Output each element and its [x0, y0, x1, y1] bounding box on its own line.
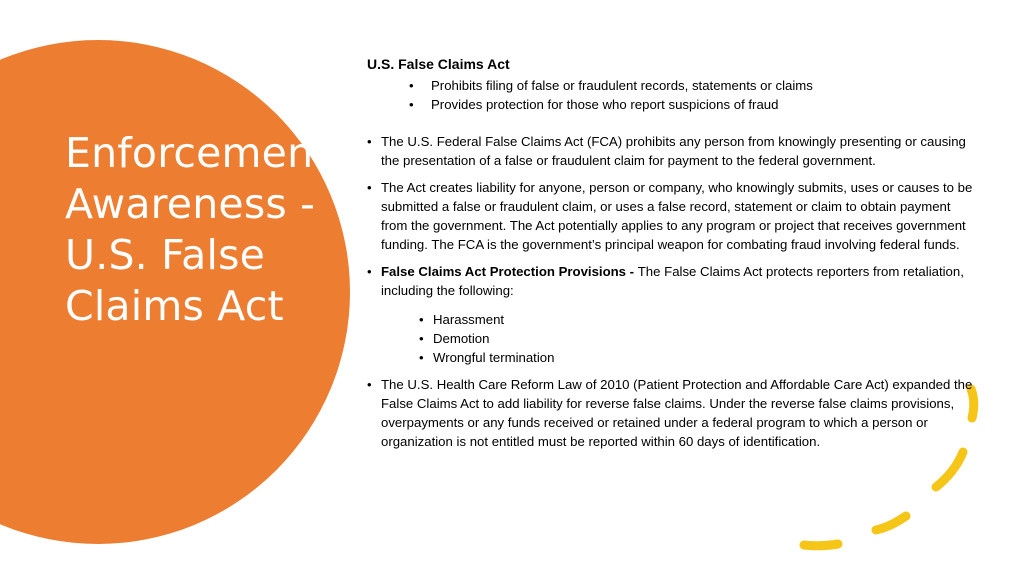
retaliation-item: • Harassment [419, 310, 977, 329]
section-heading: U.S. False Claims Act [367, 56, 510, 72]
bullet-fca-prohibits: • The U.S. Federal False Claims Act (FCA) prohibits any person from knowingly presenting or causing the presentation of a false or fraudulent claim for payment to the federal government. [367, 132, 977, 170]
dash-4 [804, 544, 838, 546]
dash-3 [876, 516, 906, 530]
content-area [367, 55, 977, 459]
bullet-reform-law: • The U.S. Health Care Reform Law of 2010 (Patient Protection and Affordable Care Act) expanded the False Claims Act to add liability for reverse false claims. Under the reverse false claims provisions, overpayments or any funds received or retained under a federal program to which a person or organization is not entitled must be reported within 60 days of identification. [367, 375, 977, 451]
provisions-text: The False Claims Act protects reporters from retaliation, including the following: [381, 264, 964, 298]
intro-item: • Prohibits filing of false or fraudulent records, statements or claims [409, 76, 977, 95]
retaliation-list [419, 310, 977, 367]
retaliation-item: • Demotion [419, 329, 977, 348]
bullet-act-liability: • The Act creates liability for anyone, person or company, who knowingly submits, uses or causes to be submitted a false or fraudulent claim, or uses a false record, statement or claim to obtain payment from the government. The Act potentially applies to any program or project that receives government funding. The FCA is the government’s principal weapon for combating fraud involving federal funds. [367, 178, 977, 254]
main-list [367, 132, 977, 451]
retaliation-item: • Wrongful termination [419, 348, 977, 367]
bullet-protection-provisions [367, 262, 977, 367]
provisions-label: False Claims Act Protection Provisions - [381, 264, 638, 279]
intro-list [409, 76, 977, 114]
slide-title: Enforcement Awareness - U.S. False Claims Act [65, 129, 330, 330]
intro-item: • Provides protection for those who report suspicions of fraud [409, 95, 977, 114]
